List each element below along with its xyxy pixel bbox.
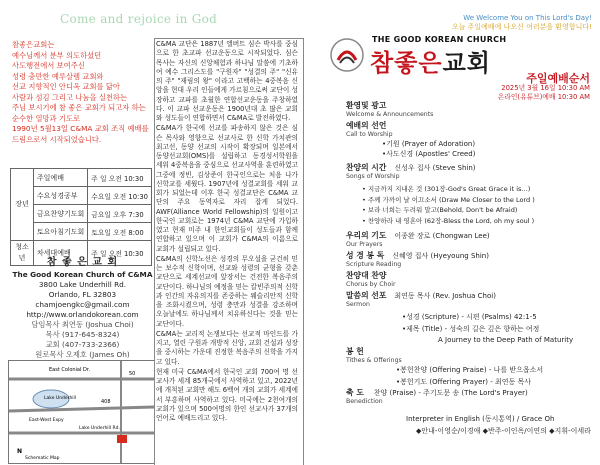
order-item-choir: 찬양대 찬양 Chorus by Choir [346,271,396,288]
history-paragraph: C&MA는 교리적 논쟁보다는 선교적 마인드를 가지고, 열린 구원과 개방적 신앙, 교회 건설과 성장을 중시하는 가운데 진정한 복음주의 신학을 가지고 있다. [156,329,298,366]
welcome-english: We Welcome You on This Lord's Day! [463,14,592,22]
pastor-phone: 목사 (917-645-8324) [45,330,120,339]
location-map [8,360,155,464]
order-item-welcome: 환영및 광고 Welcome & Announcements [346,101,434,118]
elder-pastor-name: 원로목사 오제호 (James Oh) [35,350,130,359]
schedule-name: 금요찬양기도회 [33,205,87,223]
church-korean-title: 참좋은교회 [370,49,491,77]
map-church-marker [117,435,127,443]
history-paragraph: 현재 미국 C&MA에서 한국인 교회 700여 명 선교사가 세계 85개국에서 사역하고 있고, 2022년에 개척된 교회만 해도 6백여 개의 교회가 세계에서 부흥하며 사역하고 있다. 미국에는 2천여개의 교회가 있으며 500여명의 한인 선교사가 37개의 언어로 예배드리고 있다. [156,367,298,422]
intro-line: 드림으로서 시작되었습니다. [12,134,102,144]
intro-line: 성령 충만한 예루살렘 교회와 [12,71,104,81]
intro-line: 사람과 섬김 그리고 나눔을 실천하는 [12,92,128,102]
intro-line: 사도행전에서 보여주신 [12,61,85,70]
welcome-message [326,14,592,32]
address-line-1: 3800 Lake Underhill Rd. [38,280,127,289]
history-paragraph: C&MA의 신학노선은 성경의 무오설을 굳건히 믿는 보수적 신학이며, 선교와 성령의 균형을 갖춘 교단으로 세계선교에 앞장서는 건전한 복음주의 교단이다. 하나님의 예정을 믿는 칼빈주의적 신학과 인간의 자유의지를 존중하는 웨슬리안적 신학을 조화시켰으며, 성령 충만과 성결을 강조하며 오늘날에도 하나님께서 치유하신다는 것을 믿는 교단이다. [156,254,298,328]
history-paragraph: C&MA 교단은 1887년 앨버트 심슨 박사를 중심으로 한 초교파 선교운동으로 시작되었다. 심슨 목사는 자신의 신앙체험과 하나님 말씀에 기초하여 예수 그리스도를 "구원자" "성결의 주" "신유의 주" "재림의 왕" 이라고 고백하는 4중복음 신앙을 현대 우리 인들에게 가르침으로써 교단이 성장하고 교파를 초월한 연합선교운동을 주창하였다. 이 교파 선교운동은 1900년대 초 많은 교회와 성도들이 연합하면서 C&MA로 발전하였다. [156,40,298,122]
schedule-side-youth: 청소년 [11,241,34,266]
order-item-call-to-worship: 예배의 선언 Call to Worship •기원 (Prayer of Adoration) •사도신경 (Apostles' Creed) [346,121,476,158]
intro-line: 순수한 열망과 기도로 [12,113,81,123]
church-english-title: THE GOOD KOREAN CHURCH [372,35,507,44]
hymn-item: • 지금까지 지내온 것 (301장-God's Great Grace it is…) [362,185,531,193]
email-link[interactable]: chamjoengkc@gmail.com [35,300,130,309]
website-link[interactable]: http://www.orlandokorean.com [26,310,139,319]
order-item-benediction: 축 도 찬양 (Praise) - 주기도문 송 (The Lord's Prayer) Benediction [346,388,528,405]
schedule-time: 수요일 오전 10:30 [88,187,152,205]
schedule-name: 주일예배 [33,169,87,187]
map-label-lake: Lake Underhill [44,396,77,401]
cma-history-text [156,40,298,424]
intro-line: 주님 보시기에 참 좋은 교회가 되고자 하는 [12,103,146,112]
schedule-time: 토요일 오전 8:00 [88,223,152,241]
history-paragraph: C&MA가 한국에 선교를 파송하지 않은 것은 심슨 목사와 영향으로 선교사로 한 신학 가치관의 최고선, 동양 선교의 시작이 확장되며 일본에서 동양선교회(OMS)를 설립하고 동경성서학원을 세워 4중복음을 중심으로 선교사역을 훈련하였고 그중에 정빈, 김상준이 한국인으로는 처음 나가 신학교를 세웠다. 1907년에 성결교회를 세워 교회가 되었는데 이후 한국 성결교단은 C&MA 교단의 주요 동역자로 자리 잡게 되었다. AWF(Alliance World Fellowship)의 일원이고 한국인 교회로는 1974년 C&MA 교단에 가입하였고 현재 미주 내 한인교회들이 성도들과 함께 연합하고 있으며 이 교회가 C&MA의 이름으로 교회가 설립되고 있다. [156,124,298,253]
map-label-408: 408 [101,399,111,405]
order-item-scripture: 성 경 봉 독 신혜영 집사 (Hyeyoung Shin) Scripture Reading [346,251,489,268]
pastor-name: 담임목사 최연동 (Joshua Choi) [31,320,134,329]
intro-line: 예수님께서 분부 의도하셨던 [12,50,102,60]
order-item-sermon: 말씀의 선포 최연동 목사 (Rev. Joshua Choi) Sermon •성경 (Scripture) - 시편 (Psalms) 42:1-5 •제목 (Title) - 성숙의 길은 깊은 향하는 여정 A Journey to the Deep Path of Maturity [346,291,574,344]
worship-schedule [10,168,152,266]
schedule-name: 수요성경공부 [33,187,87,205]
church-intro [12,40,152,145]
intro-line: 참좋은교회는 [12,40,55,49]
schedule-time: 주 일 오전 10:30 [88,169,152,187]
schedule-name: 토요아침기도회 [33,223,87,241]
schedule-time: 주 일 오전 10:30 [88,241,152,266]
interpreter-info: Interpreter in English (동시통역) / Grace Oh [406,415,555,423]
order-item-prayers: 우리의 기도 이종완 장로 (Chongwan Lee) Our Prayers [346,231,490,248]
order-item-offerings: 봉 헌 Tithes & Offerings •봉헌찬양 (Offering Praise) - 나를 받으옵소서 •봉헌기도 (Offering Prayer) - 최연동 목사 [346,347,544,386]
hymn-item: • 찬양하라 내 영혼아 (62장-Bless the Lord, oh my soul ) [362,216,535,225]
hymn-list [362,184,535,226]
map-label-50: 50 [129,371,136,377]
address-line-2: Orlando, FL 32803 [48,290,117,299]
volunteer-footer: ◆안내-이영순/이경애 ◆반주-이인옥/이연의 ◆지휘-이세라 [416,427,591,435]
schedule-side-adult: 장년 [11,169,34,241]
schedule-time: 금요일 오후 7:30 [88,205,152,223]
map-label-colonial: East Colonial Dr. [49,367,91,373]
church-logo-icon [330,38,364,72]
order-item-songs: 찬양의 시간 신성우 집사 (Steve Shin) Songs of Worship [346,163,476,180]
intro-line: 1990년 5월13일 C&MA 교회 조직 예배를 [12,124,149,133]
intro-line: 선교 지향적인 안디옥 교회를 닮아 [12,82,120,91]
schedule-name: 차세대예배 [33,241,87,266]
church-contact [10,258,155,370]
map-label-schematic: Schematic Map [25,456,60,461]
hymn-item: • 주께 가까이 날 이끄소서 (Draw Me Closer to the Lord ) [362,195,535,204]
church-english-name: The Good Korean Church of C&MA [12,270,153,279]
welcome-korean: 오늘 주일예배에 나오신 여러분을 환영합니다! [451,23,592,31]
bulletin-date [440,84,590,101]
hymn-item: • 보라 너희는 두려워 말고(Behold, Don't be Afraid) [362,206,518,214]
map-label-expressway: East-West Expy [29,418,64,423]
church-phone: 교회 (407-733-2366) [45,340,120,349]
online-service-time: 온라인(유튜브)예배 10:30 AM [497,92,590,101]
church-korean-name: 참 좋 은 교 회 [46,257,119,268]
map-label-underhill: Lake Underhill Rd. [79,426,120,431]
top-title: Come and rejoice in God [60,12,218,26]
bulletin-title: 주일예배순서 [526,72,590,85]
map-north-icon: N [17,448,23,455]
service-date: 2025년 3월 16일 10:30 AM [501,84,590,92]
